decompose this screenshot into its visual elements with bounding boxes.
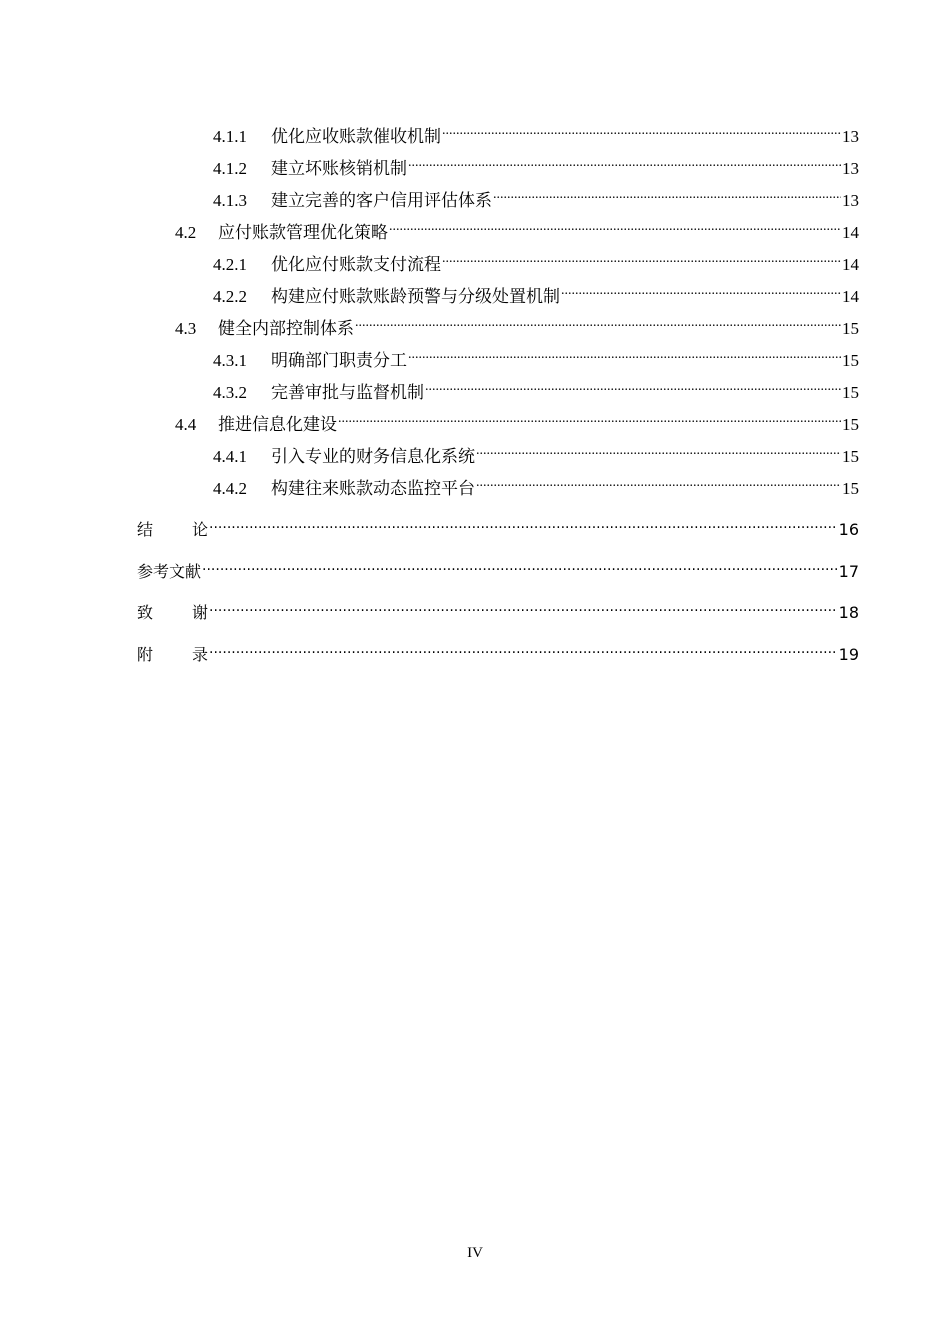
toc-entry-title: 推进信息化建设 (218, 415, 337, 434)
toc-entry-page: 15 (842, 383, 859, 402)
toc-entry-page: 14 (842, 223, 859, 242)
toc-dot-leader (442, 248, 841, 270)
toc-entry-title: 明确部门职责分工 (271, 351, 407, 370)
toc-entry-page: 14 (842, 255, 859, 274)
toc-entry-title: 结论 (137, 520, 248, 539)
toc-entry-number: 4.1.1 (213, 127, 247, 146)
toc-dot-leader (408, 152, 841, 174)
toc-entry-page: 15 (842, 351, 859, 370)
toc-entry-title: 参考文献 (137, 562, 202, 581)
toc-entry-page: 14 (842, 287, 859, 306)
toc-entry-appendix[interactable] (137, 638, 859, 666)
toc-entry-number: 4.1.3 (213, 191, 247, 210)
toc-entry-conclusion[interactable] (137, 513, 859, 541)
toc-entry-page: 15 (842, 479, 859, 498)
toc-entry-page: 15 (842, 447, 859, 466)
toc-entry-page: 15 (842, 415, 859, 434)
toc-dot-leader (561, 280, 841, 302)
toc-entry-number: 4.3.2 (213, 383, 247, 402)
toc-entry-number: 4.2.1 (213, 255, 247, 274)
toc-entry-page: 13 (842, 191, 859, 210)
toc-entry-number: 4.3 (175, 319, 197, 338)
toc-entry[interactable] (213, 376, 859, 404)
toc-entry-title: 构建应付账款账龄预警与分级处置机制 (271, 287, 560, 306)
toc-entry-acknowledgements[interactable] (137, 596, 859, 624)
toc-entry-page: 13 (842, 159, 859, 178)
toc-entry[interactable] (213, 248, 859, 276)
toc-dot-leader (389, 216, 841, 238)
toc-entry-number: 4.1.2 (213, 159, 247, 178)
toc-dot-leader (209, 596, 838, 618)
toc-entry[interactable] (213, 344, 859, 372)
toc-entry-page: 13 (842, 127, 859, 146)
toc-dot-leader (476, 472, 841, 494)
toc-entry-number: 4.4.1 (213, 447, 247, 466)
toc-entry-title: 优化应收账款催收机制 (271, 127, 441, 146)
toc-entry[interactable] (213, 472, 859, 500)
toc-dot-leader (202, 555, 838, 577)
toc-entry-page: 18 (838, 603, 859, 622)
toc-dot-leader (355, 312, 841, 334)
toc-entry-number: 4.2.2 (213, 287, 247, 306)
toc-entry-title: 附录 (137, 645, 248, 664)
toc-entry-page: 17 (838, 562, 859, 581)
toc-dot-leader (209, 638, 838, 660)
toc-entry[interactable] (213, 120, 859, 148)
page-number: IV (467, 1245, 483, 1261)
toc-dot-leader (476, 440, 841, 462)
toc-entry-number: 4.4.2 (213, 479, 247, 498)
toc-entry[interactable] (175, 408, 859, 436)
toc-dot-leader (408, 344, 841, 366)
toc-entry-number: 4.3.1 (213, 351, 247, 370)
toc-entry-title: 优化应付账款支付流程 (271, 255, 441, 274)
toc-entry-title: 构建往来账款动态监控平台 (271, 479, 475, 498)
toc-entry-title: 健全内部控制体系 (218, 319, 354, 338)
toc-entry-number: 4.4 (175, 415, 197, 434)
toc-entry[interactable] (213, 184, 859, 212)
toc-entry[interactable] (213, 152, 859, 180)
toc-entry[interactable] (213, 440, 859, 468)
toc-entry[interactable] (175, 216, 859, 244)
toc-entry-page: 19 (838, 645, 859, 664)
toc-entry-title: 应付账款管理优化策略 (218, 223, 388, 242)
toc-entry-page: 16 (838, 520, 859, 539)
toc-entry-title: 建立坏账核销机制 (271, 159, 407, 178)
toc-entry-number: 4.2 (175, 223, 197, 242)
toc-dot-leader (338, 408, 841, 430)
toc-dot-leader (425, 376, 841, 398)
toc-entry-references[interactable] (137, 555, 859, 583)
toc-dot-leader (442, 120, 841, 142)
toc-entry[interactable] (213, 280, 859, 308)
toc-entry[interactable] (175, 312, 859, 340)
toc-dot-leader (493, 184, 841, 206)
toc-entry-page: 15 (842, 319, 859, 338)
toc-entry-title: 致谢 (137, 603, 248, 622)
toc-dot-leader (209, 513, 838, 535)
toc-entry-title: 建立完善的客户信用评估体系 (271, 191, 492, 210)
toc-entry-title: 引入专业的财务信息化系统 (271, 447, 475, 466)
toc-entry-title: 完善审批与监督机制 (271, 383, 424, 402)
